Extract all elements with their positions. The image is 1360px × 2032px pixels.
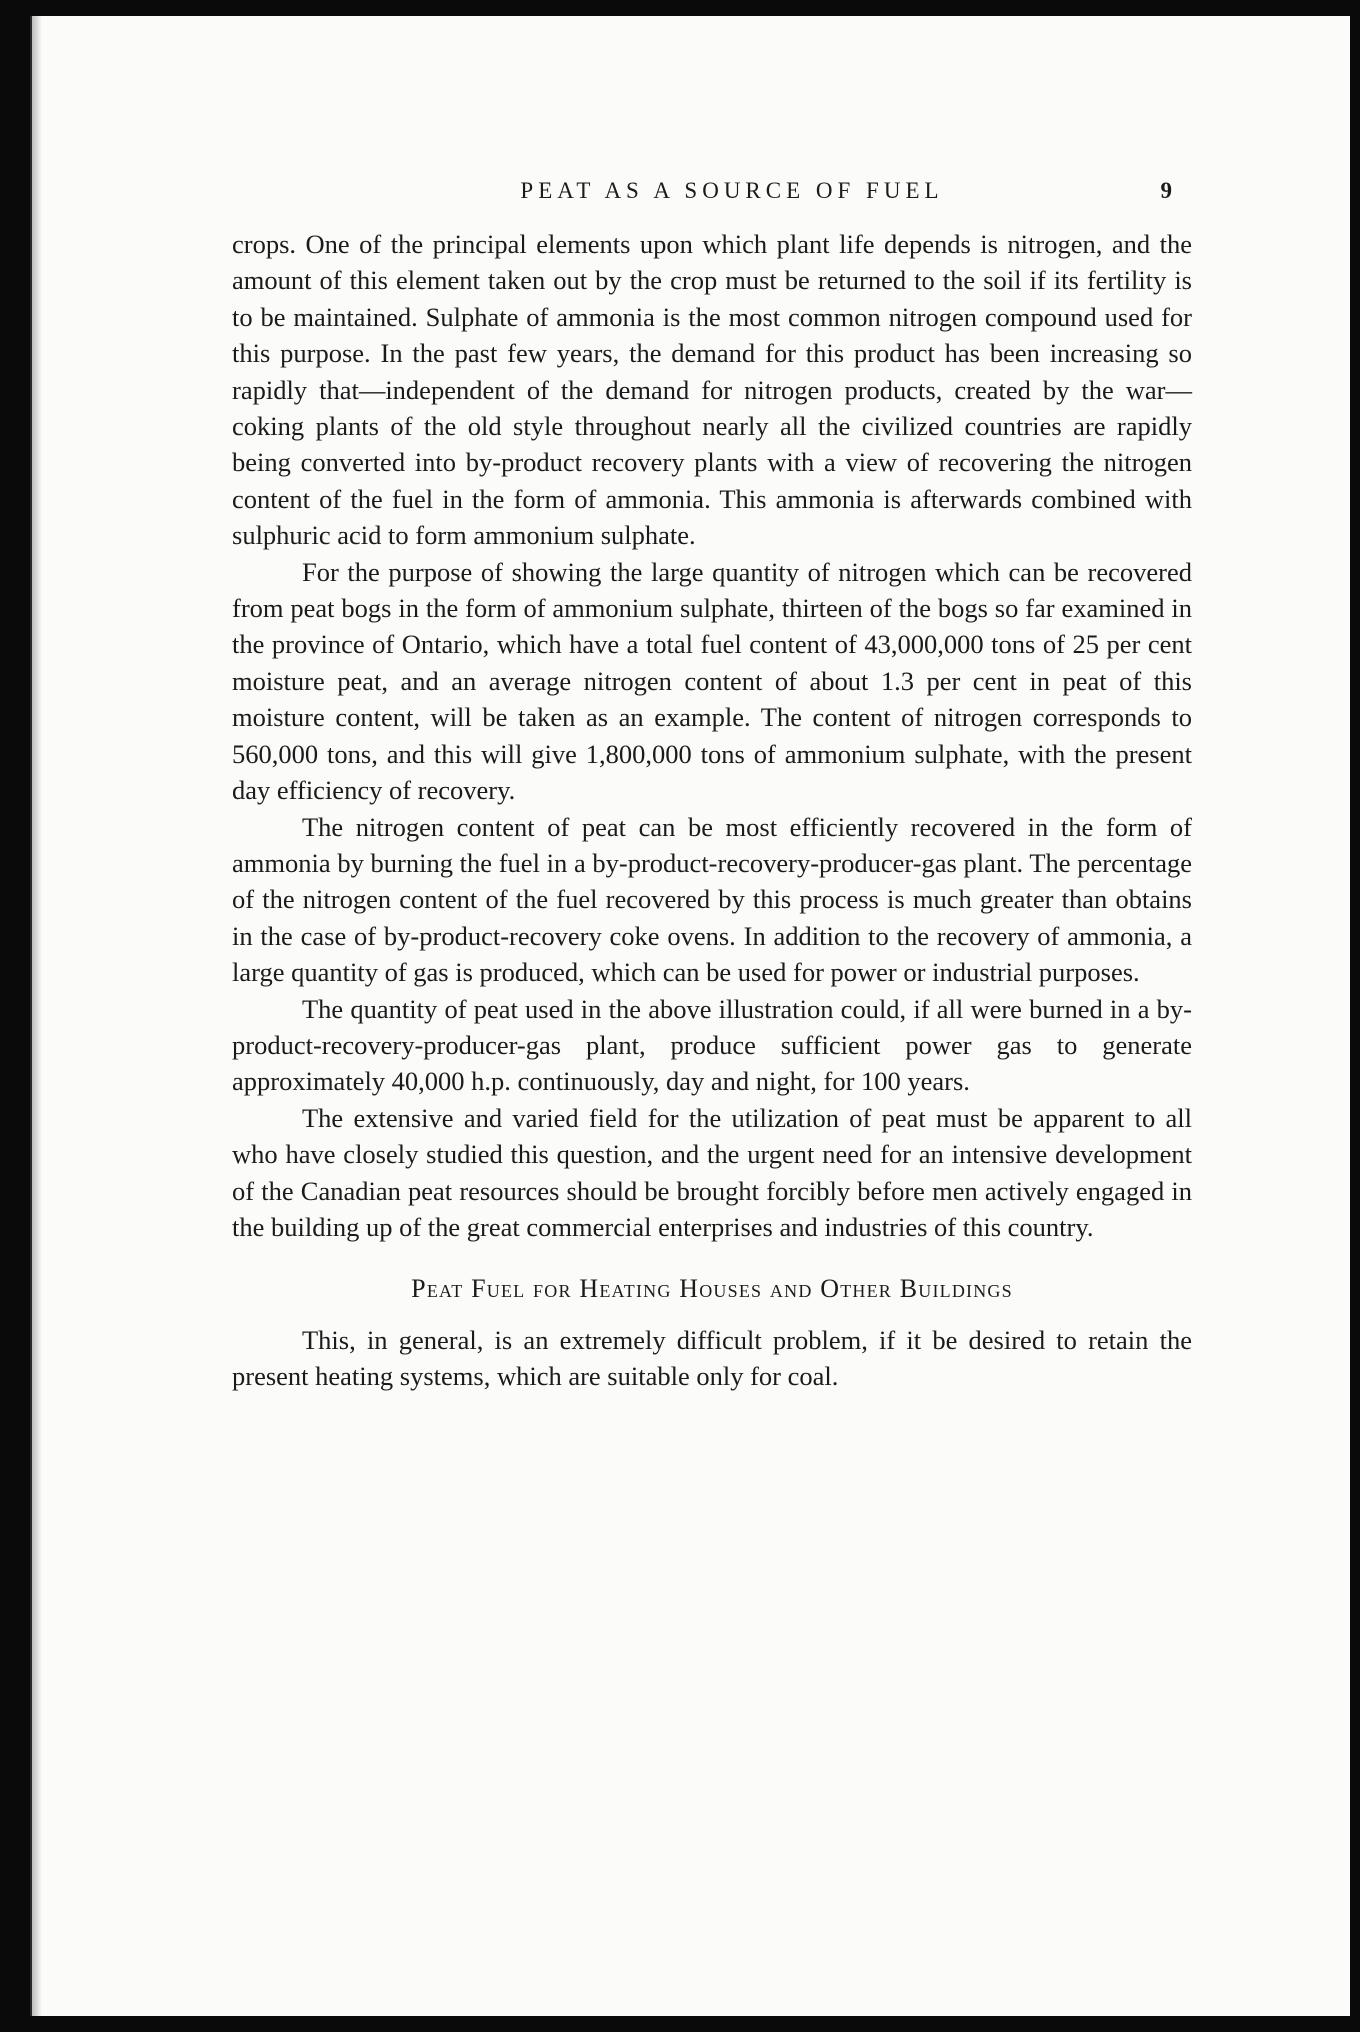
paragraph: For the purpose of showing the large quantity of nitrogen which can be recovered from peat bogs in the form of ammonium sulphate, thirteen of the bogs so far examined in the province of Ontario, which have a total fuel content of 43,000,000 tons of 25 per cent moisture peat, and an average nitrogen content of about 1.3 per cent in peat of this moisture content, will be taken as an example. The content of nitrogen corresponds to 560,000 tons, and this will give 1,800,000 tons of ammonium sulphate, with the present day efficiency of recovery.	[232, 556, 1192, 806]
running-title: PEAT AS A SOURCE OF FUEL	[520, 178, 944, 203]
paragraph: The nitrogen content of peat can be most efficiently recovered in the form of ammonia by burning the fuel in a by-product-recovery-producer-gas plant. The percentage of the nitrogen content of the fuel recovered by this process is much greater than obtains in the case of by-product-recovery coke ovens. In addition to the recovery of ammonia, a large quantity of gas is produced, which can be used for power or industrial purposes.	[232, 811, 1192, 988]
section-paragraph: This, in general, is an extremely difficult problem, if it be desired to retain the present heating systems, which are suitable only for coal.	[232, 1324, 1192, 1392]
text-block	[232, 178, 1192, 1395]
section-heading: Peat Fuel for Heating Houses and Other Buildings	[411, 1274, 1013, 1304]
paragraph: The quantity of peat used in the above illustration could, if all were burned in a by-product-recovery-producer-gas plant, produce sufficient power gas to generate approximately 40,000 h.p. continuously, day and night, for 100 years.	[232, 993, 1192, 1097]
paragraph: The extensive and varied field for the utilization of peat must be apparent to all who have closely studied this question, and the urgent need for an intensive development of the Canadian peat resources should be brought forcibly before men actively engaged in the building up of the great commercial enterprises and industries of this country.	[232, 1102, 1192, 1242]
body-text	[232, 226, 1192, 1395]
spine-shadow	[32, 16, 42, 2016]
page-number: 9	[1160, 178, 1172, 203]
paragraph-continued: crops. One of the principal elements upon which plant life depends is nitrogen, and the amount of this element taken out by the crop must be returned to the soil if its fertility is to be maintained. Sulphate of ammonia is the most common nitrogen compound used for this purpose. In the past few years, the demand for this product has been increasing so rapidly that—independent of the demand for nitrogen products, created by the war—coking plants of the old style throughout nearly all the civilized countries are rapidly being converted into by-product recovery plants with a view of recovering the nitrogen content of the fuel in the form of ammonia. This ammonia is afterwards combined with sulphuric acid to form ammonium sulphate.	[232, 229, 1192, 551]
running-head	[232, 178, 1192, 218]
book-page	[30, 16, 1350, 2016]
